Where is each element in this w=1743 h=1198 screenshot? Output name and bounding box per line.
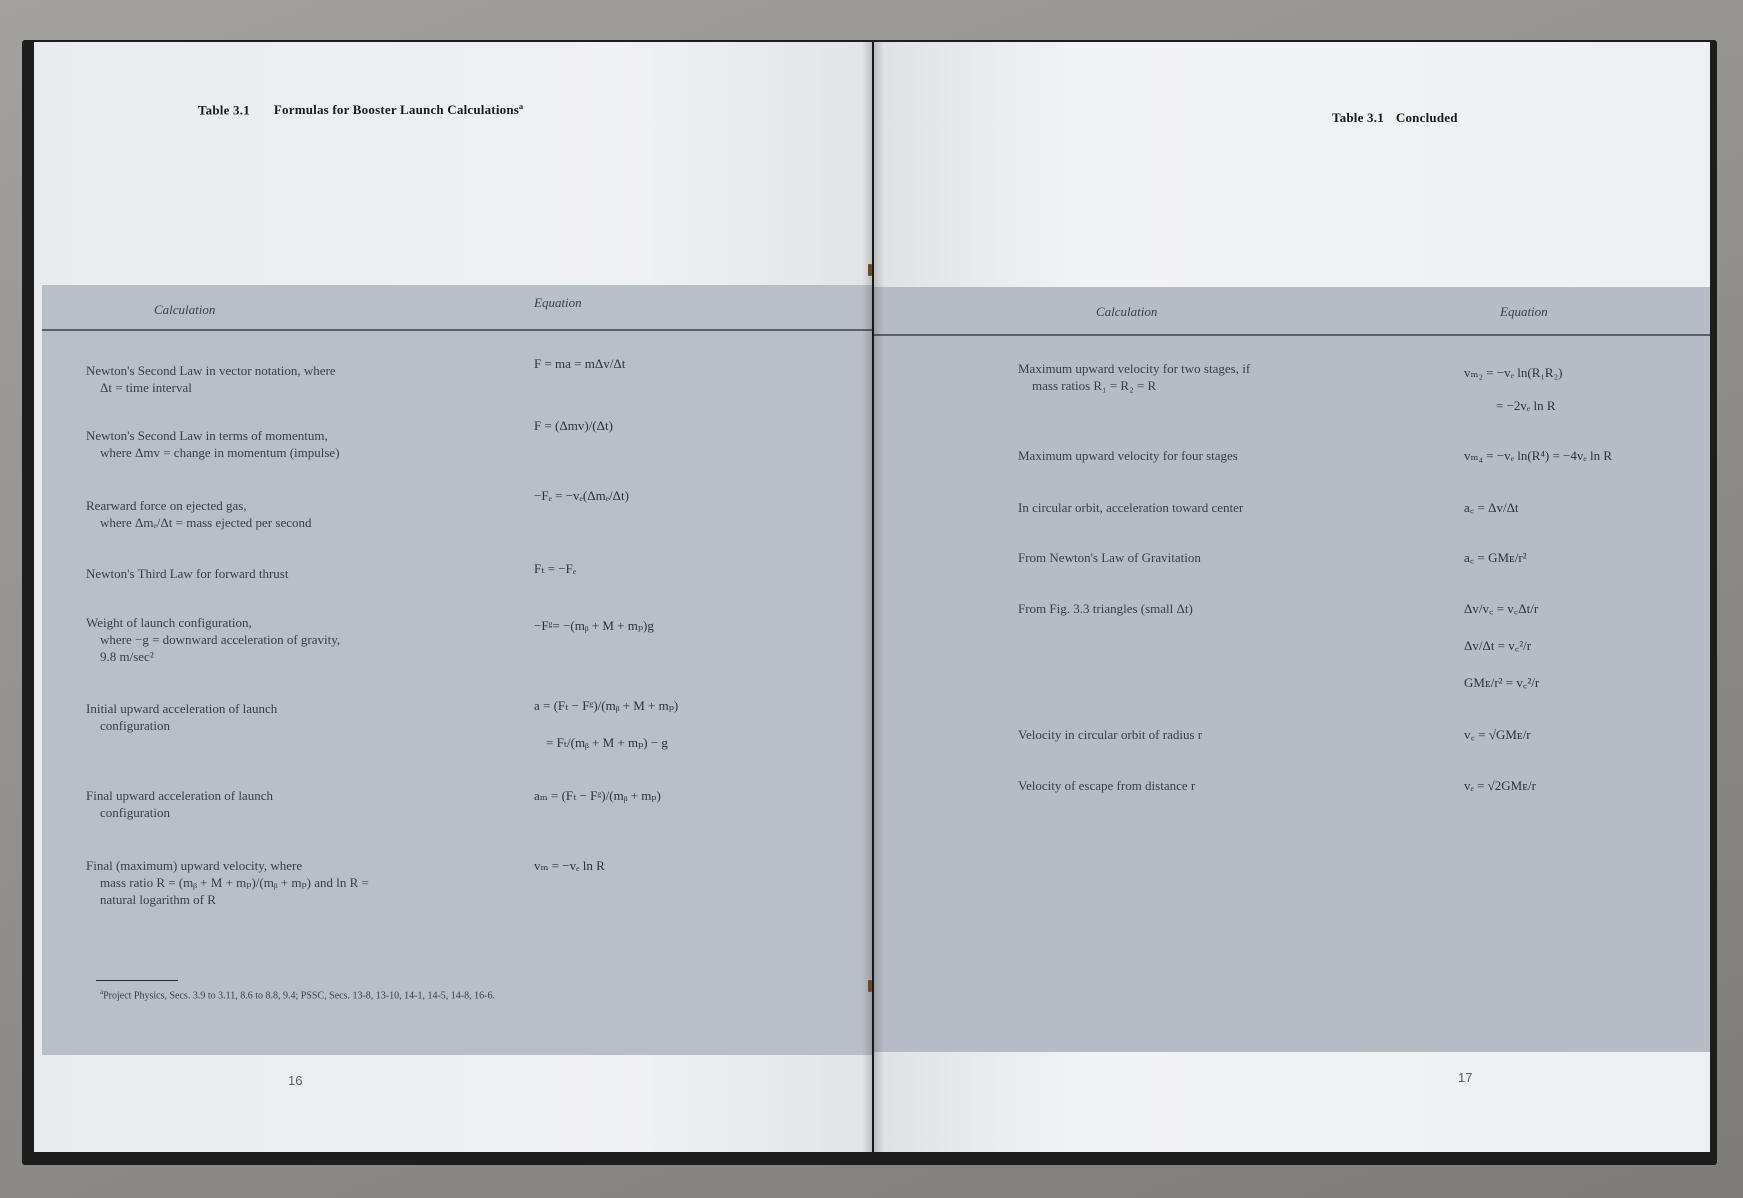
calc-text: Final upward acceleration of launch — [86, 788, 273, 803]
calc-text: Final (maximum) upward velocity, where — [86, 858, 303, 873]
right-col-calculation: Calculation — [1096, 304, 1158, 319]
calc-cont-text: Δt = time interval — [100, 380, 192, 395]
table-row-eq-cont: = −2vₑ ln R — [1496, 398, 1556, 413]
table-row-eq-cont: GMᴇ/r² = v꜀²/r — [1464, 675, 1540, 690]
table-row-eq: Fₜ = −Fₑ — [534, 561, 577, 576]
footnote-rule — [96, 980, 178, 981]
calc-text: Rearward force on ejected gas, — [86, 498, 247, 513]
table-row-calc — [86, 614, 356, 665]
book-gutter — [862, 42, 884, 1152]
table-row-eq: F = (Δmv)/(Δt) — [534, 418, 613, 433]
page-number-right: 17 — [1458, 1070, 1473, 1085]
right-table-title — [1332, 110, 1458, 126]
table-row-eq-cont: = Fₜ/(mᵦ + M + mₚ) − g — [546, 735, 668, 750]
table-row-calc — [1018, 549, 1338, 566]
footnote-marker: a — [100, 988, 104, 996]
left-table-heading: Formulas for Booster Launch Calculations — [273, 102, 520, 118]
table-row-eq: F = ma = mΔv/Δt — [534, 356, 626, 371]
table-row-calc — [1018, 600, 1338, 617]
table-row-eq: vₑ = √2GMᴇ/r — [1464, 778, 1536, 793]
table-row-eq: v꜀ = √GMᴇ/r — [1464, 727, 1531, 742]
table-row-calc — [86, 427, 406, 461]
left-table-panel — [42, 285, 872, 1055]
calc-text: Maximum upward velocity for four stages — [1018, 448, 1238, 463]
table-row-calc — [1018, 726, 1338, 743]
calc-cont-text: mass ratio R = (mᵦ + M + mₚ)/(mᵦ + mₚ) and ln R = natural logarithm of R — [100, 875, 369, 907]
calc-text: Velocity in circular orbit of radius r — [1018, 727, 1203, 742]
calc-text: Newton's Second Law in terms of momentum, — [86, 428, 328, 443]
footnote-text: Project Physics, Secs. 3.9 to 3.11, 8.6 to 8.8, 9.4; PSSC, Secs. 13-8, 13-10, 14-1, 14-5, 14-8, 16-6. — [103, 990, 495, 1002]
calc-text: From Newton's Law of Gravitation — [1018, 550, 1201, 565]
table-row-calc — [86, 497, 406, 531]
calc-cont-text: where −g = downward acceleration of gravity, 9.8 m/sec² — [100, 632, 341, 664]
right-table-label: Table 3.1 — [1332, 110, 1384, 125]
calc-cont-text: configuration — [100, 718, 171, 733]
table-row-calc — [1018, 777, 1338, 794]
table-row-eq: a = (Fₜ − Fᵍ)/(mᵦ + M + mₚ) — [534, 698, 679, 713]
calc-text: Newton's Second Law in vector notation, where — [86, 363, 336, 378]
left-table-label: Table 3.1 — [198, 102, 250, 118]
calc-text: Maximum upward velocity for two stages, if — [1018, 361, 1251, 376]
table-row-calc — [86, 362, 406, 396]
title-footnote-marker: a — [519, 102, 524, 111]
right-col-equation: Equation — [1500, 304, 1548, 319]
table-row-eq-cont: Δv/Δt = v꜀²/r — [1464, 638, 1532, 653]
calc-text: From Fig. 3.3 triangles (small Δt) — [1018, 601, 1193, 616]
table-row-eq: −Fₑ = −vₑ(Δmₑ/Δt) — [534, 488, 629, 503]
calc-cont-text: mass ratios R₁ = R₂ = R — [1032, 378, 1157, 393]
table-row-calc — [86, 787, 406, 821]
table-row-calc — [1018, 447, 1338, 464]
page-number-left: 16 — [288, 1073, 303, 1088]
calc-cont-text: where Δmₑ/Δt = mass ejected per second — [100, 515, 312, 530]
table-row-eq: a꜀ = GMᴇ/r² — [1464, 550, 1527, 565]
footnote — [100, 988, 495, 1001]
right-page — [874, 42, 1710, 1152]
table-row-calc — [86, 857, 396, 908]
table-row-eq: aₘ = (Fₜ − Fᵍ)/(mᵦ + mₚ) — [534, 788, 661, 803]
left-col-calculation: Calculation — [154, 302, 216, 317]
table-row-calc — [86, 700, 406, 734]
table-row-calc — [1018, 360, 1338, 394]
calc-text: Initial upward acceleration of launch — [86, 701, 278, 716]
table-row-eq: a꜀ = Δv/Δt — [1464, 500, 1519, 515]
table-row-eq: Δv/v꜀ = v꜀Δt/r — [1464, 601, 1539, 616]
calc-text: Weight of launch configuration, — [86, 615, 252, 630]
calc-text: Velocity of escape from distance r — [1018, 778, 1196, 793]
table-row-calc — [1018, 499, 1338, 516]
left-page — [34, 42, 872, 1152]
calc-cont-text: where Δmv = change in momentum (impulse) — [100, 445, 340, 460]
left-header-rule — [42, 329, 872, 331]
left-col-equation: Equation — [534, 295, 582, 310]
table-row-eq: vₘ₂ = −vₑ ln(R₁R₂) — [1464, 365, 1563, 380]
calc-text: Newton's Third Law for forward thrust — [86, 566, 289, 581]
calc-cont-text: configuration — [100, 805, 171, 820]
right-table-heading: Concluded — [1395, 110, 1458, 125]
table-row-eq: −Fᵍ= −(mᵦ + M + mₚ)g — [534, 618, 654, 633]
table-row-eq: vₘ₄ = −vₑ ln(R⁴) = −4vₑ ln R — [1464, 448, 1613, 463]
right-header-rule — [874, 334, 1710, 336]
right-table-panel — [874, 287, 1710, 1052]
calc-text: In circular orbit, acceleration toward center — [1018, 500, 1244, 515]
staple-bottom — [868, 980, 872, 992]
left-table-title — [198, 102, 523, 118]
table-row-eq: vₘ = −vₑ ln R — [534, 858, 605, 873]
table-row-calc — [86, 565, 406, 582]
staple-top — [868, 264, 872, 276]
